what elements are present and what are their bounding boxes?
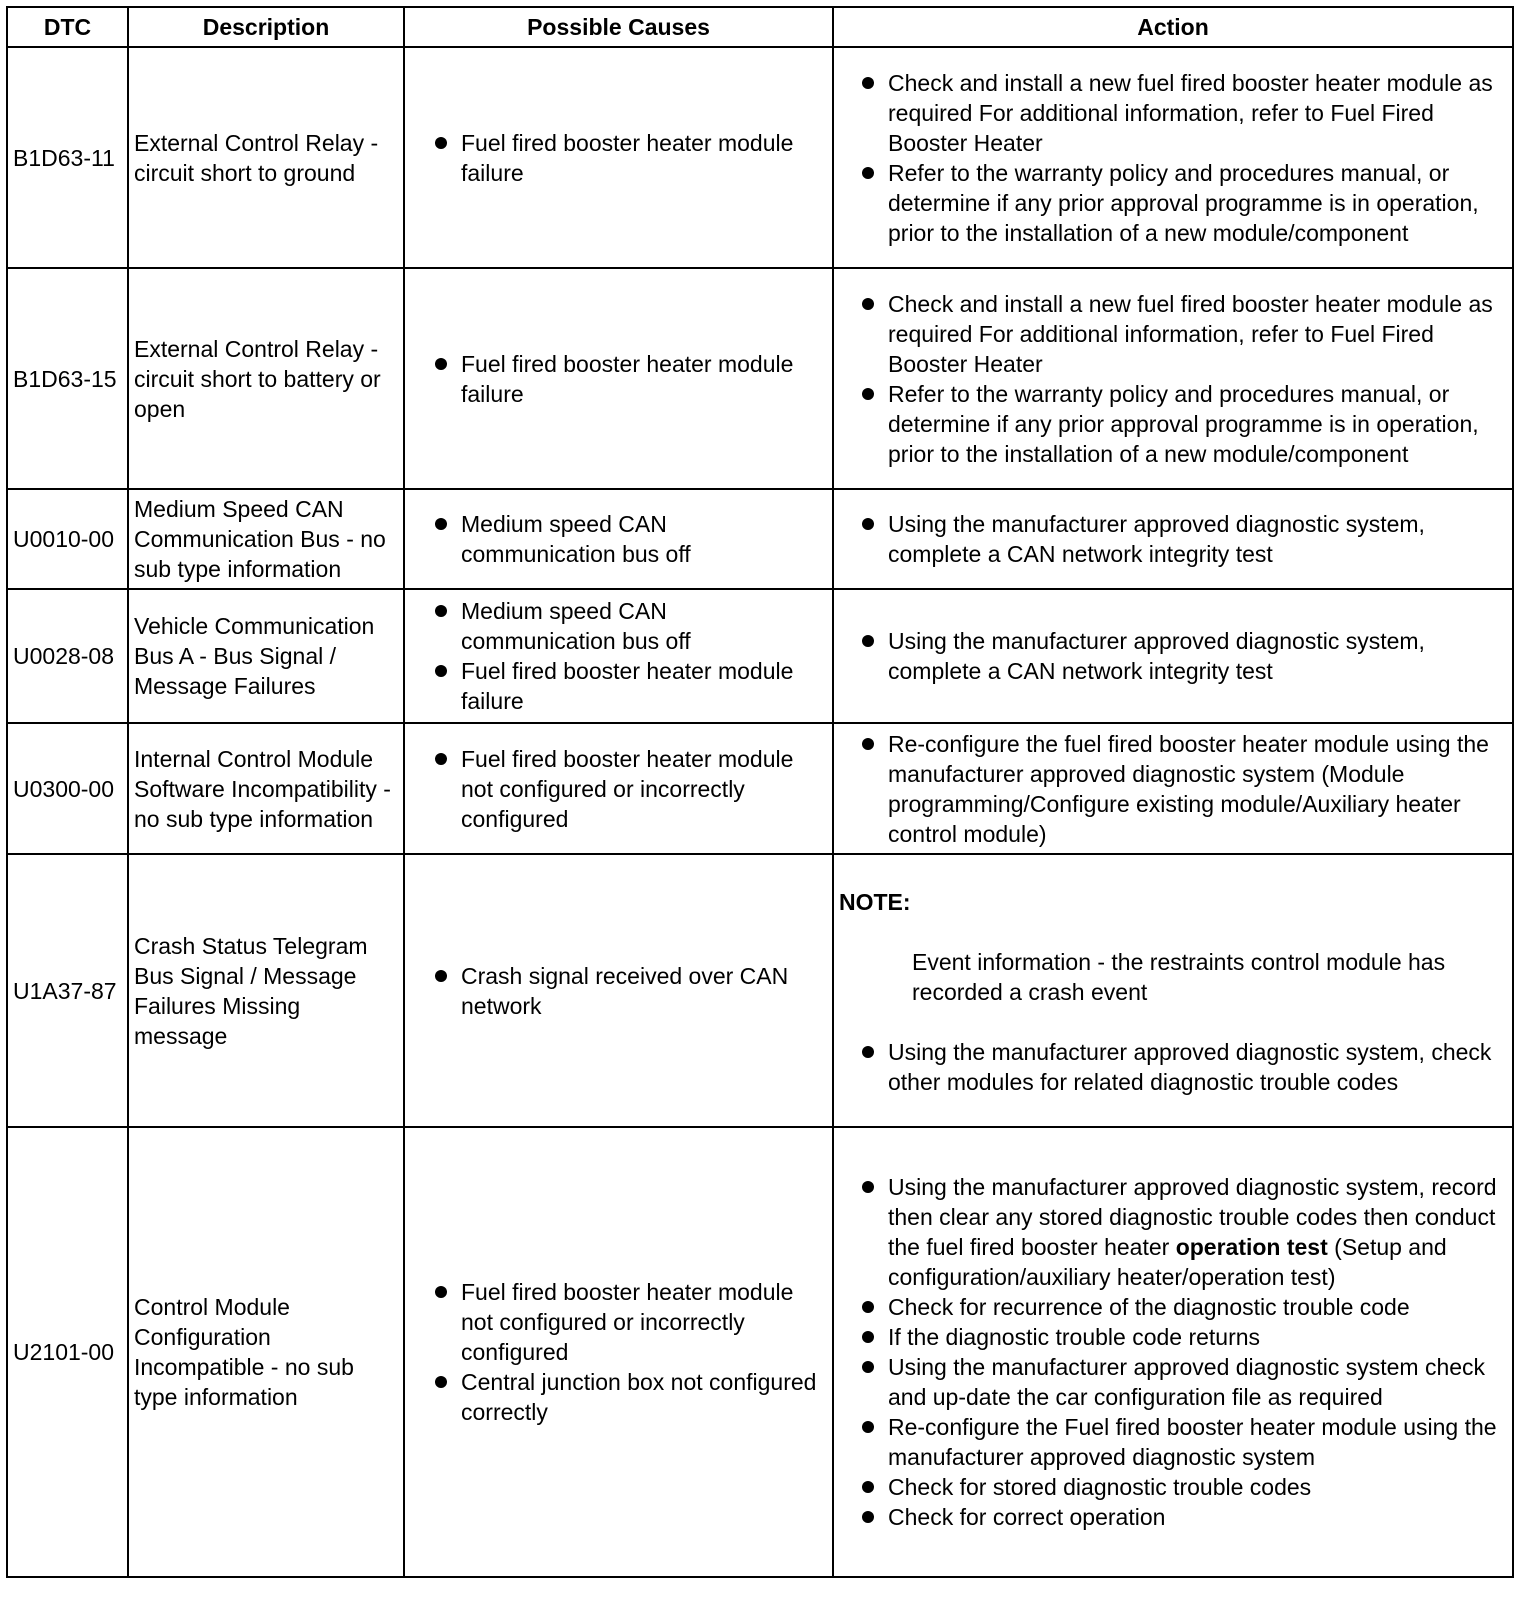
cause-item: Medium speed CAN communication bus off (410, 509, 827, 569)
action-item: Using the manufacturer approved diagnostic system, record then clear any stored diagnostic trouble codes then conduct the fuel fired booster heater operation test (Setup and configuration/auxiliary heater/operation test) (839, 1172, 1507, 1292)
bullet-icon (862, 635, 874, 647)
table-row (7, 854, 1513, 1127)
action-item: Refer to the warranty policy and procedures manual, or determine if any prior approval programme is in operation, prior to the installation of a new module/component (839, 158, 1507, 248)
action-item: Using the manufacturer approved diagnostic system, complete a CAN network integrity test (839, 626, 1507, 686)
action-item: Check and install a new fuel fired booster heater module as required For additional information, refer to Fuel Fired Booster Heater (839, 68, 1507, 158)
dtc-code: U0300-00 (7, 723, 128, 854)
dtc-table (6, 6, 1514, 1578)
bullet-icon (862, 1421, 874, 1433)
cause-item: Fuel fired booster heater module not configured or incorrectly configured (410, 744, 827, 834)
action-cell (833, 47, 1513, 268)
bullet-icon (435, 665, 447, 677)
action-item: Re-configure the Fuel fired booster heater module using the manufacturer approved diagnostic system (839, 1412, 1507, 1472)
header-action: Action (833, 7, 1513, 47)
header-possible-causes: Possible Causes (404, 7, 833, 47)
table-row (7, 47, 1513, 268)
bullet-icon (435, 753, 447, 765)
cause-item: Fuel fired booster heater module failure (410, 128, 827, 188)
action-item: Check for recurrence of the diagnostic trouble code (839, 1292, 1507, 1322)
cause-item: Medium speed CAN communication bus off (410, 596, 827, 656)
header-dtc: DTC (7, 7, 128, 47)
dtc-code: U2101-00 (7, 1127, 128, 1577)
dtc-description: Control Module Configuration Incompatible - no sub type information (128, 1127, 404, 1577)
action-item: If the diagnostic trouble code returns (839, 1322, 1507, 1352)
action-item: Refer to the warranty policy and procedures manual, or determine if any prior approval programme is in operation, prior to the installation of a new module/component (839, 379, 1507, 469)
dtc-code: U0028-08 (7, 589, 128, 723)
action-item: Check and install a new fuel fired booster heater module as required For additional information, refer to Fuel Fired Booster Heater (839, 289, 1507, 379)
dtc-description: Internal Control Module Software Incompatibility - no sub type information (128, 723, 404, 854)
cause-item: Fuel fired booster heater module failure (410, 349, 827, 409)
action-item: Check for stored diagnostic trouble codes (839, 1472, 1507, 1502)
bullet-icon (862, 298, 874, 310)
bullet-icon (862, 518, 874, 530)
cause-item: Central junction box not configured correctly (410, 1367, 827, 1427)
table-row (7, 723, 1513, 854)
bullet-icon (862, 388, 874, 400)
possible-causes (404, 589, 833, 723)
table-row (7, 489, 1513, 589)
possible-causes (404, 1127, 833, 1577)
action-cell (833, 268, 1513, 489)
dtc-code: U1A37-87 (7, 854, 128, 1127)
bullet-icon (862, 1046, 874, 1058)
cause-item: Crash signal received over CAN network (410, 961, 827, 1021)
cause-item: Fuel fired booster heater module not configured or incorrectly configured (410, 1277, 827, 1367)
bullet-icon (435, 605, 447, 617)
note-text: Event information - the restraints control module has recorded a crash event (912, 948, 1446, 1005)
possible-causes (404, 47, 833, 268)
bullet-icon (862, 1331, 874, 1343)
bullet-icon (435, 518, 447, 530)
bullet-icon (862, 1301, 874, 1313)
dtc-description: Vehicle Communication Bus A - Bus Signal / Message Failures (128, 589, 404, 723)
bullet-icon (862, 1511, 874, 1523)
bullet-icon (862, 1181, 874, 1193)
bullet-icon (862, 1481, 874, 1493)
bullet-icon (862, 77, 874, 89)
action-cell (833, 489, 1513, 589)
bullet-icon (435, 1286, 447, 1298)
table-row (7, 268, 1513, 489)
action-cell (833, 854, 1513, 1127)
action-cell (833, 723, 1513, 854)
header-row (7, 7, 1513, 47)
table-row (7, 1127, 1513, 1577)
possible-causes (404, 268, 833, 489)
possible-causes (404, 489, 833, 589)
dtc-code: B1D63-15 (7, 268, 128, 489)
action-item: Using the manufacturer approved diagnostic system check and up-date the car configuration file as required (839, 1352, 1507, 1412)
dtc-description: Crash Status Telegram Bus Signal / Message Failures Missing message (128, 854, 404, 1127)
action-item: Using the manufacturer approved diagnostic system, complete a CAN network integrity test (839, 509, 1507, 569)
action-cell (833, 1127, 1513, 1577)
action-cell (833, 589, 1513, 723)
bullet-icon (435, 358, 447, 370)
dtc-table-sheet (6, 6, 1514, 1578)
possible-causes (404, 723, 833, 854)
bullet-icon (862, 738, 874, 750)
bullet-icon (435, 1376, 447, 1388)
bullet-icon (435, 137, 447, 149)
table-row (7, 589, 1513, 723)
dtc-description: External Control Relay - circuit short to ground (128, 47, 404, 268)
note-label: NOTE: (839, 888, 911, 915)
dtc-code: B1D63-11 (7, 47, 128, 268)
dtc-description: Medium Speed CAN Communication Bus - no sub type information (128, 489, 404, 589)
operation-test-emphasis: operation test (1175, 1234, 1328, 1260)
possible-causes (404, 854, 833, 1127)
cause-item: Fuel fired booster heater module failure (410, 656, 827, 716)
header-description: Description (128, 7, 404, 47)
action-item: Check for correct operation (839, 1502, 1507, 1532)
action-item: Re-configure the fuel fired booster heater module using the manufacturer approved diagnostic system (Module programming/Configure existing module/Auxiliary heater control module) (839, 729, 1507, 849)
dtc-code: U0010-00 (7, 489, 128, 589)
bullet-icon (862, 1361, 874, 1373)
dtc-description: External Control Relay - circuit short to battery or open (128, 268, 404, 489)
action-item: Using the manufacturer approved diagnostic system, check other modules for related diagnostic trouble codes (839, 1037, 1507, 1097)
bullet-icon (862, 167, 874, 179)
bullet-icon (435, 970, 447, 982)
